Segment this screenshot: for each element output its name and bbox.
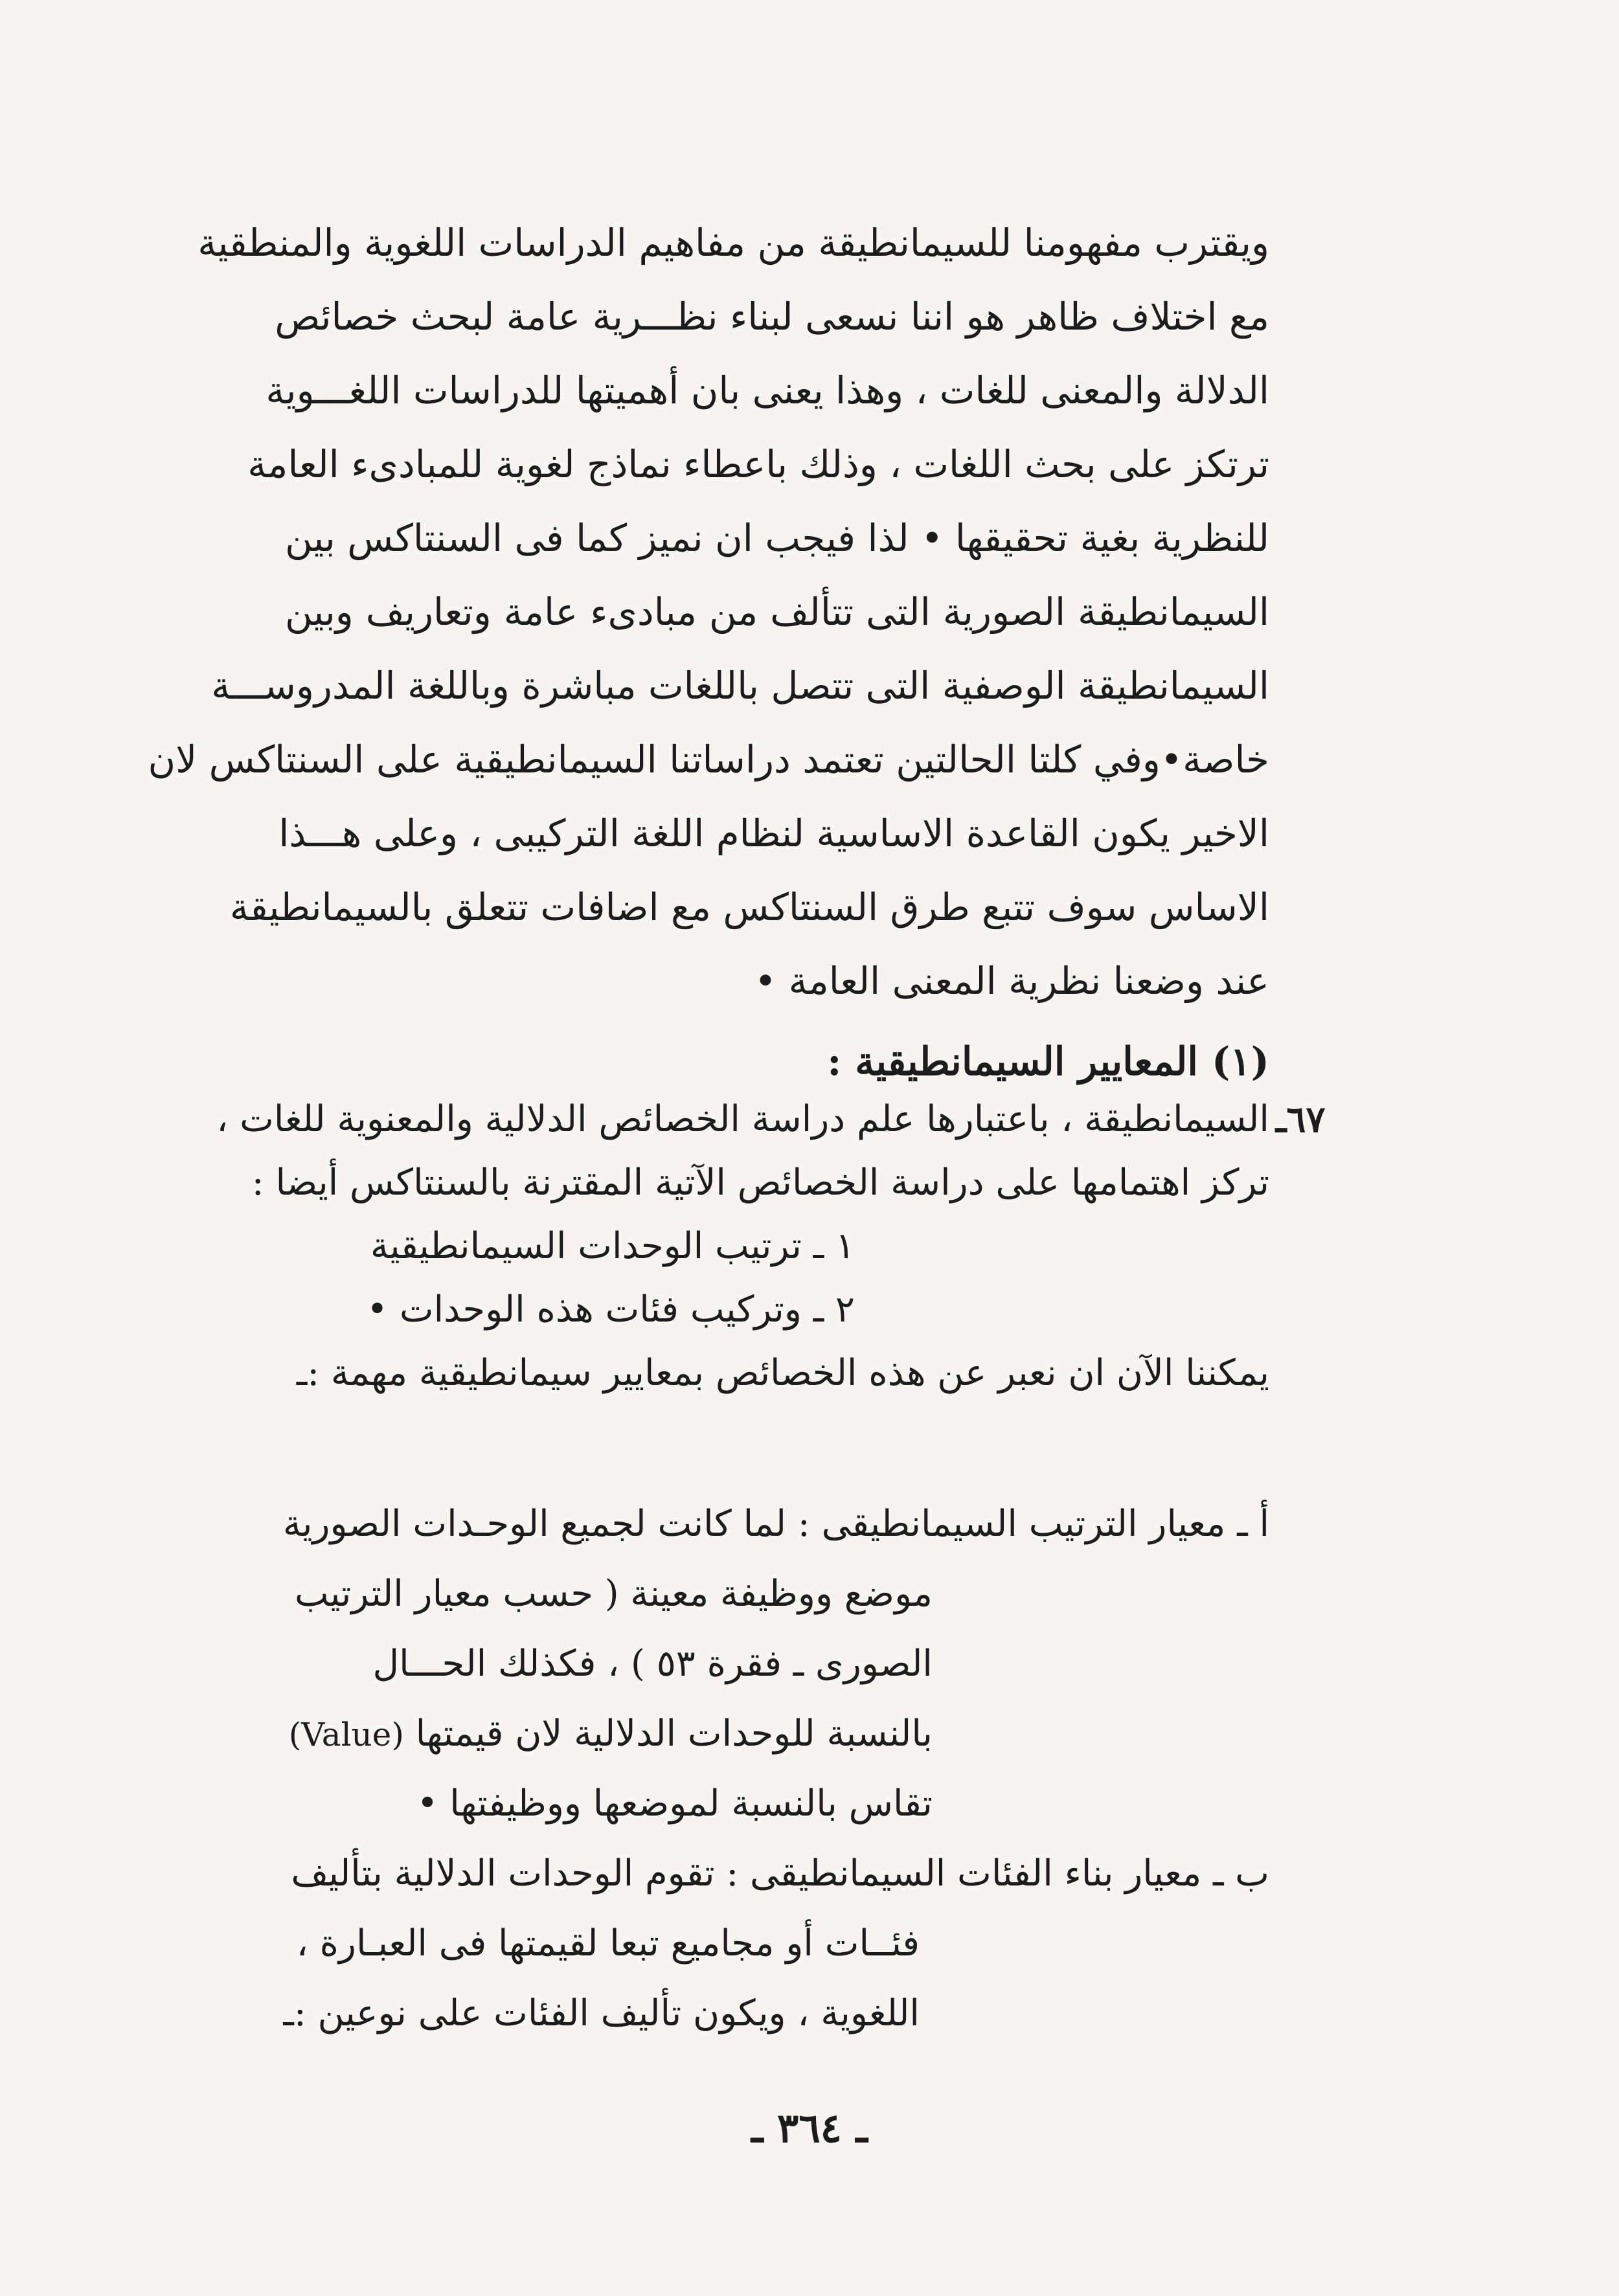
paragraph-line: السيمانطيقة الوصفية التى تتصل باللغات مباشرة وباللغة المدروســـة	[211, 664, 1269, 708]
criterion-line: موضع ووظيفة معينة ( حسب معيار الترتيب	[294, 1573, 933, 1615]
criterion-line: فئــات أو مجاميع تبعا لقيمتها فى العبـارة ،	[296, 1922, 920, 1964]
criterion-a	[259, 1489, 1269, 1839]
criterion-line: ب ـ معيار بناء الفئات السيمانطيقى : تقوم الوحدات الدلالية بتأليف	[291, 1852, 1269, 1895]
criterion-line: تقاس بالنسبة لموضعها ووظيفتها •	[416, 1783, 933, 1825]
section-line: يمكننا الآن ان نعبر عن هذه الخصائص بمعايير سيمانطيقية مهمة :ـ	[296, 1352, 1269, 1394]
paragraph-line: للنظرية بغية تحقيقها • لذا فيجب ان نميز كما فى السنتاكس بين	[285, 516, 1269, 560]
paragraph-line: الاخير يكون القاعدة الاساسية لنظام اللغة التركيبى ، وعلى هـــذا	[278, 811, 1269, 855]
paragraph-line: مع اختلاف ظاهر هو اننا نسعى لبناء نظـــرية عامة لبحث خصائص	[275, 295, 1269, 339]
paragraph-number: ٦٧ـ	[1276, 1098, 1326, 1141]
section-line: السيمانطيقة ، باعتبارها علم دراسة الخصائص الدلالية والمعنوية للغات ،	[216, 1098, 1269, 1140]
paragraph-line: الدلالة والمعنى للغات ، وهذا يعنى بان أهميتها للدراسات اللغـــوية	[266, 368, 1269, 412]
paragraph-line: السيمانطيقة الصورية التى تتألف من مبادىء عامة وتعاريف وبين	[285, 590, 1269, 634]
criterion-line	[259, 1699, 1269, 1769]
criterion-line: الصورى ـ فقرة ٥٣ ) ، فكذلك الحـــال	[372, 1643, 933, 1685]
criterion-line: اللغوية ، ويكون تأليف الفئات على نوعين :ـ	[283, 1992, 920, 2034]
criterion-text: بالنسبة للوحدات الدلالية لان قيمتها	[415, 1713, 933, 1755]
paragraph-line: الاساس سوف تتبع طرق السنتاكس مع اضافات تتعلق بالسيمانطيقة	[229, 885, 1269, 929]
section-line: تركز اهتمامها على دراسة الخصائص الآتية المقترنة بالسنتاكس أيضا :	[251, 1162, 1269, 1204]
latin-term: (Value)	[288, 1716, 404, 1753]
section-67	[216, 1088, 1326, 1405]
body-paragraph	[148, 206, 1269, 1018]
criterion-line: أ ـ معيار الترتيب السيمانطيقى : لما كانت لجميع الوحـدات الصورية	[282, 1503, 1269, 1545]
page-number: ـ ٣٦٤ ـ	[751, 2104, 868, 2152]
paragraph-line: ترتكز على بحث اللغات ، وذلك باعطاء نماذج لغوية للمبادىء العامة	[247, 442, 1269, 486]
list-item: ٢ ـ وتركيب فئات هذه الوحدات •	[367, 1289, 855, 1331]
paragraph-line: ويقترب مفهومنا للسيمانطيقة من مفاهيم الدراسات اللغوية والمنطقية	[198, 221, 1269, 265]
paragraph-line: خاصة•وفي كلتا الحالتين تعتمد دراساتنا السيمانطيقية على السنتاكس لان	[148, 737, 1269, 782]
list-item: ١ ـ ترتيب الوحدات السيمانطيقية	[370, 1225, 855, 1267]
section-heading: (١) المعايير السيمانطيقية :	[827, 1039, 1269, 1085]
paragraph-line: عند وضعنا نظرية المعنى العامة •	[754, 959, 1269, 1003]
criterion-b	[259, 1839, 1269, 2049]
